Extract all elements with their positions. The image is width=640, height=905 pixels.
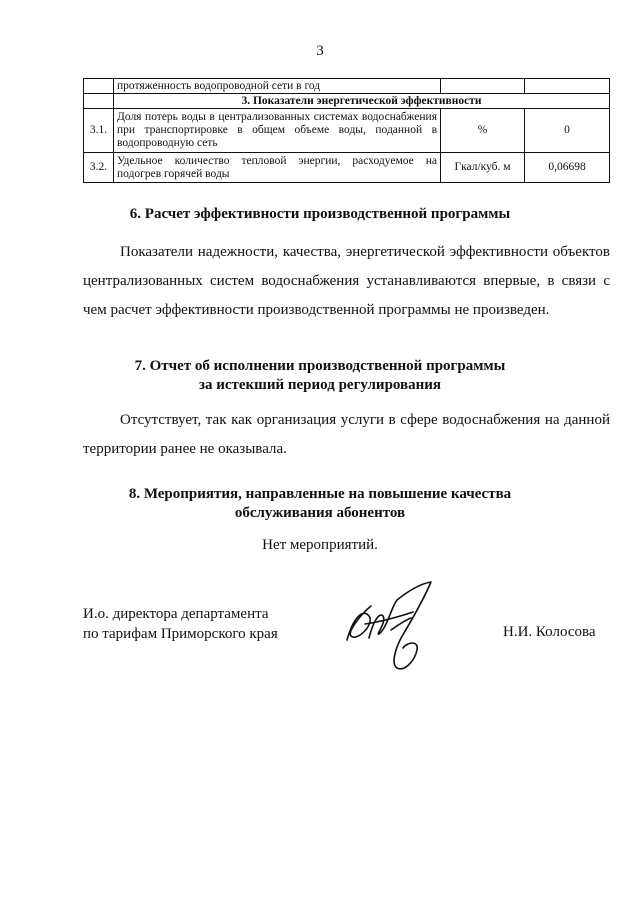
handwritten-signature bbox=[335, 578, 445, 678]
indicator-unit: % bbox=[441, 109, 525, 153]
table-section-title: 3. Показатели энергетической эффективности bbox=[114, 94, 610, 109]
row-number: 3.1. bbox=[84, 109, 114, 153]
row-number bbox=[84, 94, 114, 109]
table-row bbox=[84, 153, 610, 183]
section-8-title-line-2: обслуживания абонентов bbox=[234, 505, 406, 521]
section-6-title: 6. Расчет эффективности производственной программы bbox=[129, 206, 511, 222]
section-6-text: Показатели надежности, качества, энергетической эффективности объектов централизованных систем водоснабжения устанавливаются впервые, в связи с чем расчет эффективности производственной программы не произведен. bbox=[83, 244, 610, 318]
indicator-name: протяженность водопроводной сети в год bbox=[114, 79, 441, 94]
indicator-name: Удельное количество тепловой энергии, расходуемое на подогрев горячей воды bbox=[114, 153, 441, 183]
indicator-name: Доля потерь воды в централизованных системах водоснабжения при транспортировке в общем объеме воды, поданной в водопроводную сеть bbox=[114, 109, 441, 153]
signatory-name: Н.И. Колосова bbox=[503, 624, 596, 640]
section-7-title-line-2: за истекший период регулирования bbox=[198, 377, 442, 393]
row-number: 3.2. bbox=[84, 153, 114, 183]
indicator-value bbox=[525, 79, 610, 94]
signatory-position bbox=[83, 604, 278, 644]
section-7-title-line-1: 7. Отчет об исполнении производственной программы bbox=[134, 358, 506, 374]
section-7-text: Отсутствует, так как организация услуги в сфере водоснабжения на данной территории ранее не оказывала. bbox=[83, 412, 610, 457]
indicators-table bbox=[83, 78, 610, 183]
indicator-value: 0,06698 bbox=[525, 153, 610, 183]
table-section-row bbox=[84, 94, 610, 109]
table-row bbox=[84, 109, 610, 153]
signatory-position-line-1: И.о. директора департамента bbox=[83, 606, 269, 622]
row-number bbox=[84, 79, 114, 94]
section-8-text: Нет мероприятий. bbox=[262, 537, 378, 553]
indicator-value: 0 bbox=[525, 109, 610, 153]
indicator-unit: Гкал/куб. м bbox=[441, 153, 525, 183]
indicator-unit bbox=[441, 79, 525, 94]
signatory-position-line-2: по тарифам Приморского края bbox=[83, 626, 278, 642]
table-row bbox=[84, 79, 610, 94]
section-8-title-line-1: 8. Мероприятия, направленные на повышение качества bbox=[128, 486, 512, 502]
page-number: 3 bbox=[316, 43, 324, 59]
